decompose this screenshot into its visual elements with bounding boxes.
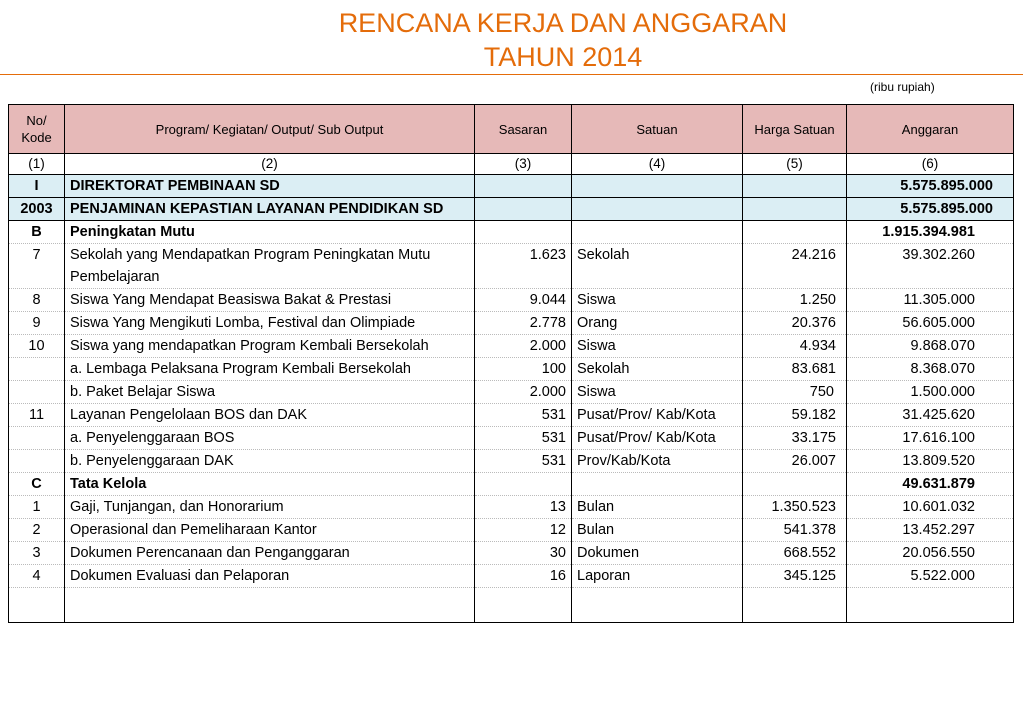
cell-satuan: Orang — [572, 312, 743, 335]
cell-harga: 345.125 — [743, 565, 847, 588]
header-program: Program/ Kegiatan/ Output/ Sub Output — [65, 105, 475, 154]
cell-satuan: Sekolah — [572, 358, 743, 381]
cell-anggaran: 56.605.000 — [847, 312, 1014, 335]
cell-satuan — [572, 221, 743, 244]
cell-no: 4 — [9, 565, 65, 588]
unit-note: (ribu rupiah) — [870, 80, 935, 94]
cell-anggaran: 5.575.895.000 — [847, 198, 1014, 221]
cell-anggaran: 5.522.000 — [847, 565, 1014, 588]
table-row — [9, 175, 1014, 198]
table-row — [9, 335, 1014, 358]
cell-program: Gaji, Tunjangan, dan Honorarium — [65, 496, 475, 519]
cell-no — [9, 381, 65, 404]
cell-satuan: Pusat/Prov/ Kab/Kota — [572, 427, 743, 450]
cell-sasaran: 531 — [475, 404, 572, 427]
cell-satuan: Pusat/Prov/ Kab/Kota — [572, 404, 743, 427]
cell-sasaran — [475, 221, 572, 244]
column-number-row — [9, 154, 1014, 175]
cell-satuan — [572, 198, 743, 221]
cell-anggaran: 1.915.394.981 — [847, 221, 1014, 244]
header-sasaran: Sasaran — [475, 105, 572, 154]
cell-sasaran: 16 — [475, 565, 572, 588]
cell-sasaran: 30 — [475, 542, 572, 565]
cell-anggaran: 17.616.100 — [847, 427, 1014, 450]
table-row — [9, 427, 1014, 450]
cell-program: Siswa Yang Mengikuti Lomba, Festival dan Olimpiade — [65, 312, 475, 335]
cell-harga: 750 — [743, 381, 847, 404]
table-row-empty — [9, 588, 1014, 623]
cell-no: 1 — [9, 496, 65, 519]
cell-no: 11 — [9, 404, 65, 427]
cell-sasaran: 1.623 — [475, 244, 572, 289]
cell-harga: 24.216 — [743, 244, 847, 289]
empty-cell — [65, 588, 475, 623]
table-row — [9, 381, 1014, 404]
cell-program: a. Penyelenggaraan BOS — [65, 427, 475, 450]
empty-cell — [475, 588, 572, 623]
table-row — [9, 519, 1014, 542]
cell-no — [9, 427, 65, 450]
cell-sasaran: 2.000 — [475, 381, 572, 404]
cell-anggaran: 9.868.070 — [847, 335, 1014, 358]
cell-program: PENJAMINAN KEPASTIAN LAYANAN PENDIDIKAN SD — [65, 198, 475, 221]
empty-cell — [572, 588, 743, 623]
cell-satuan: Sekolah — [572, 244, 743, 289]
cell-harga: 83.681 — [743, 358, 847, 381]
cell-harga: 1.250 — [743, 289, 847, 312]
cell-harga — [743, 198, 847, 221]
column-number: (5) — [743, 154, 847, 175]
empty-cell — [847, 588, 1014, 623]
cell-no — [9, 450, 65, 473]
cell-anggaran: 13.809.520 — [847, 450, 1014, 473]
cell-sasaran: 2.000 — [475, 335, 572, 358]
cell-anggaran: 1.500.000 — [847, 381, 1014, 404]
column-number: (1) — [9, 154, 65, 175]
table-row — [9, 358, 1014, 381]
cell-sasaran: 13 — [475, 496, 572, 519]
cell-program: Operasional dan Pemeliharaan Kantor — [65, 519, 475, 542]
cell-no: 3 — [9, 542, 65, 565]
cell-satuan: Laporan — [572, 565, 743, 588]
cell-harga: 59.182 — [743, 404, 847, 427]
cell-anggaran: 8.368.070 — [847, 358, 1014, 381]
cell-harga: 541.378 — [743, 519, 847, 542]
cell-sasaran — [475, 175, 572, 198]
cell-harga: 1.350.523 — [743, 496, 847, 519]
cell-program: Tata Kelola — [65, 473, 475, 496]
table-row — [9, 404, 1014, 427]
table-header-row — [9, 105, 1014, 154]
cell-harga — [743, 175, 847, 198]
cell-sasaran: 9.044 — [475, 289, 572, 312]
cell-satuan: Prov/Kab/Kota — [572, 450, 743, 473]
cell-program: a. Lembaga Pelaksana Program Kembali Bersekolah — [65, 358, 475, 381]
table-row — [9, 496, 1014, 519]
cell-program: b. Penyelenggaraan DAK — [65, 450, 475, 473]
cell-anggaran: 10.601.032 — [847, 496, 1014, 519]
table-row — [9, 221, 1014, 244]
header-satuan: Satuan — [572, 105, 743, 154]
cell-satuan: Bulan — [572, 519, 743, 542]
cell-harga: 668.552 — [743, 542, 847, 565]
cell-satuan: Siswa — [572, 381, 743, 404]
cell-no: 2003 — [9, 198, 65, 221]
page-title — [0, 6, 1023, 74]
table-row — [9, 312, 1014, 335]
cell-satuan — [572, 175, 743, 198]
title-divider — [0, 74, 1023, 75]
cell-program: Dokumen Evaluasi dan Pelaporan — [65, 565, 475, 588]
cell-no: I — [9, 175, 65, 198]
cell-program: Siswa Yang Mendapat Beasiswa Bakat & Prestasi — [65, 289, 475, 312]
header-anggaran: Anggaran — [847, 105, 1014, 154]
cell-program: Layanan Pengelolaan BOS dan DAK — [65, 404, 475, 427]
cell-harga — [743, 221, 847, 244]
cell-harga: 20.376 — [743, 312, 847, 335]
table-row — [9, 289, 1014, 312]
cell-satuan — [572, 473, 743, 496]
column-number: (6) — [847, 154, 1014, 175]
table-row — [9, 450, 1014, 473]
cell-program: Siswa yang mendapatkan Program Kembali Bersekolah — [65, 335, 475, 358]
cell-no: 9 — [9, 312, 65, 335]
column-number: (4) — [572, 154, 743, 175]
cell-satuan: Siswa — [572, 289, 743, 312]
cell-no — [9, 358, 65, 381]
cell-harga: 26.007 — [743, 450, 847, 473]
cell-harga: 4.934 — [743, 335, 847, 358]
cell-program: Dokumen Perencanaan dan Penganggaran — [65, 542, 475, 565]
cell-sasaran: 531 — [475, 427, 572, 450]
cell-satuan: Dokumen — [572, 542, 743, 565]
empty-cell — [9, 588, 65, 623]
title-line-2: TAHUN 2014 — [483, 42, 643, 72]
cell-program: Peningkatan Mutu — [65, 221, 475, 244]
cell-no: C — [9, 473, 65, 496]
cell-satuan: Siswa — [572, 335, 743, 358]
cell-sasaran: 2.778 — [475, 312, 572, 335]
cell-no: B — [9, 221, 65, 244]
cell-sasaran: 12 — [475, 519, 572, 542]
cell-harga: 33.175 — [743, 427, 847, 450]
cell-sasaran: 531 — [475, 450, 572, 473]
column-number: (3) — [475, 154, 572, 175]
cell-satuan: Bulan — [572, 496, 743, 519]
cell-anggaran: 39.302.260 — [847, 244, 1014, 289]
header-no: No/ Kode — [9, 105, 65, 154]
cell-sasaran — [475, 473, 572, 496]
header-harga: Harga Satuan — [743, 105, 847, 154]
column-number: (2) — [65, 154, 475, 175]
table-row — [9, 244, 1014, 289]
table-row — [9, 473, 1014, 496]
cell-no: 7 — [9, 244, 65, 289]
table-row — [9, 542, 1014, 565]
cell-anggaran: 49.631.879 — [847, 473, 1014, 496]
cell-harga — [743, 473, 847, 496]
cell-program: Sekolah yang Mendapatkan Program Peningkatan Mutu Pembelajaran — [65, 244, 475, 289]
cell-no: 10 — [9, 335, 65, 358]
cell-anggaran: 20.056.550 — [847, 542, 1014, 565]
cell-sasaran — [475, 198, 572, 221]
cell-anggaran: 11.305.000 — [847, 289, 1014, 312]
cell-no: 2 — [9, 519, 65, 542]
cell-program: DIREKTORAT PEMBINAAN SD — [65, 175, 475, 198]
empty-cell — [743, 588, 847, 623]
cell-anggaran: 5.575.895.000 — [847, 175, 1014, 198]
cell-sasaran: 100 — [475, 358, 572, 381]
cell-no: 8 — [9, 289, 65, 312]
cell-anggaran: 13.452.297 — [847, 519, 1014, 542]
cell-anggaran: 31.425.620 — [847, 404, 1014, 427]
cell-program: b. Paket Belajar Siswa — [65, 381, 475, 404]
table-row — [9, 565, 1014, 588]
budget-table — [8, 104, 1014, 623]
title-line-1: RENCANA KERJA DAN ANGGARAN — [338, 8, 788, 38]
table-row — [9, 198, 1014, 221]
